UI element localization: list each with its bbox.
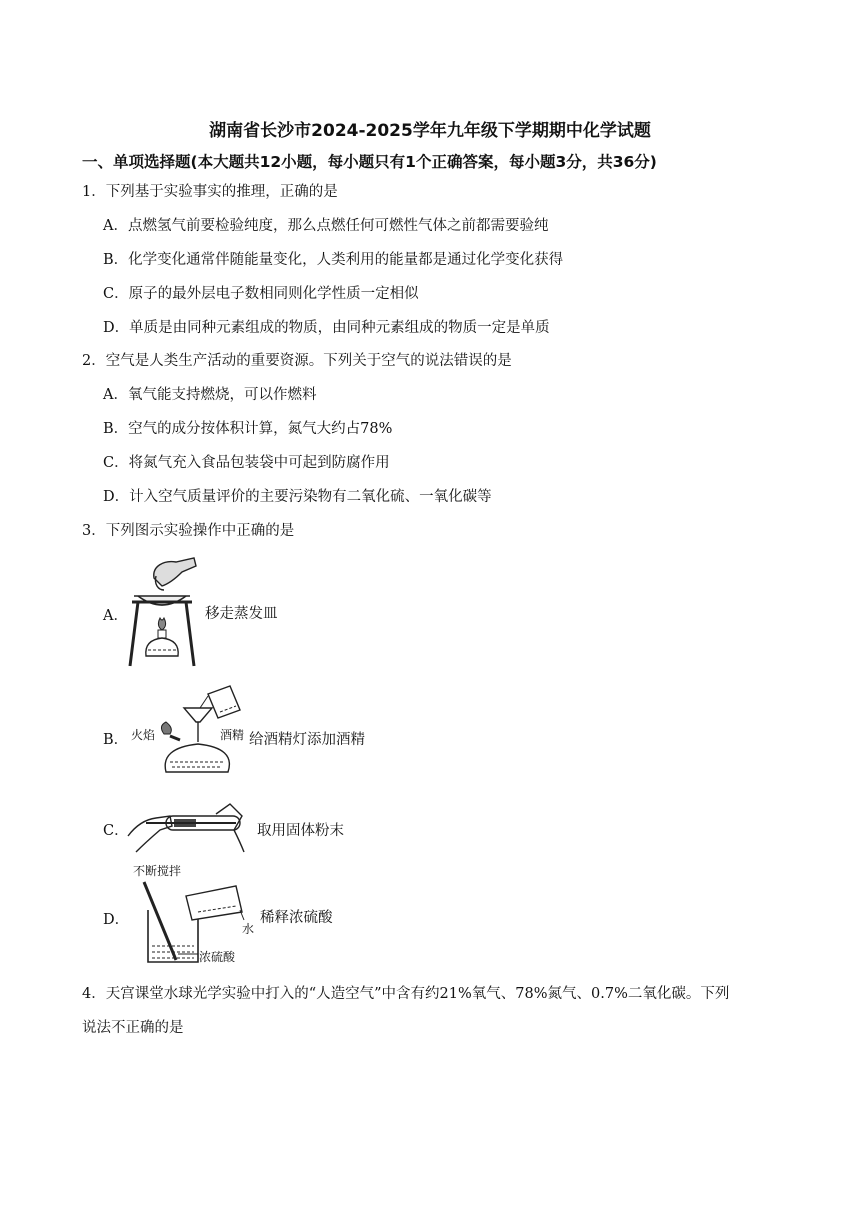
alcohol-label: 酒精 (220, 728, 245, 742)
question-3-option-c-letter: C． (103, 823, 129, 839)
question-4-stem-line2: 说法不正确的是 (82, 1020, 184, 1036)
alcohol-lamp-figure (156, 684, 245, 784)
stir-label: 不断搅拌 (133, 864, 182, 878)
question-1-option-a: A．点燃氢气前要检验纯度，那么点燃任何可燃性气体之前都需要验纯 (103, 218, 549, 234)
dilution-figure (142, 876, 255, 968)
page-title: 湖南省长沙市2024-2025学年九年级下学期期中化学试题 (209, 121, 651, 141)
question-2-stem: 2．空气是人类生产活动的重要资源。下列关于空气的说法错误的是 (82, 353, 512, 369)
question-3-option-d-letter: D． (103, 912, 130, 928)
question-3-stem: 3．下列图示实验操作中正确的是 (82, 523, 295, 539)
question-1-option-d: D．单质是由同种元素组成的物质，由同种元素组成的物质一定是单质 (103, 320, 550, 336)
question-4-stem-line1: 4．天宫课堂水球光学实验中打入的“人造空气”中含有约21%氧气、78%氮气、0.7%二氧化碳。下列 (82, 986, 730, 1002)
section-heading: 一、单项选择题(本大题共12小题，每小题只有1个正确答案，每小题3分，共36分) (82, 153, 657, 171)
question-1-option-b: B．化学变化通常伴随能量变化，人类利用的能量都是通过化学变化获得 (103, 252, 564, 268)
water-label: 水 (242, 922, 255, 936)
acid-label: 浓硫酸 (199, 950, 236, 964)
question-2-option-b: B．空气的成分按体积计算，氮气大约占78% (103, 421, 393, 437)
question-3-option-a-letter: A． (103, 608, 128, 624)
evaporating-dish-figure (124, 556, 200, 668)
question-3-option-d-caption: 稀释浓硫酸 (260, 910, 333, 926)
question-1-option-c: C．原子的最外层电子数相同则化学性质一定相似 (103, 286, 419, 302)
question-3-option-b-caption: 给酒精灯添加酒精 (249, 732, 365, 748)
test-tube-powder-figure (126, 796, 246, 854)
question-3-option-b-letter: B． (103, 732, 129, 748)
question-3-option-c-caption: 取用固体粉末 (257, 823, 344, 839)
question-3-option-a-caption: 移走蒸发皿 (205, 606, 278, 622)
question-2-option-a: A．氧气能支持燃烧，可以作燃料 (103, 387, 317, 403)
flame-label: 火焰 (131, 728, 156, 742)
question-2-option-c: C．将氮气充入食品包装袋中可起到防腐作用 (103, 455, 390, 471)
question-1-stem: 1．下列基于实验事实的推理，正确的是 (82, 184, 338, 200)
question-2-option-d: D．计入空气质量评价的主要污染物有二氧化硫、一氧化碳等 (103, 489, 492, 505)
